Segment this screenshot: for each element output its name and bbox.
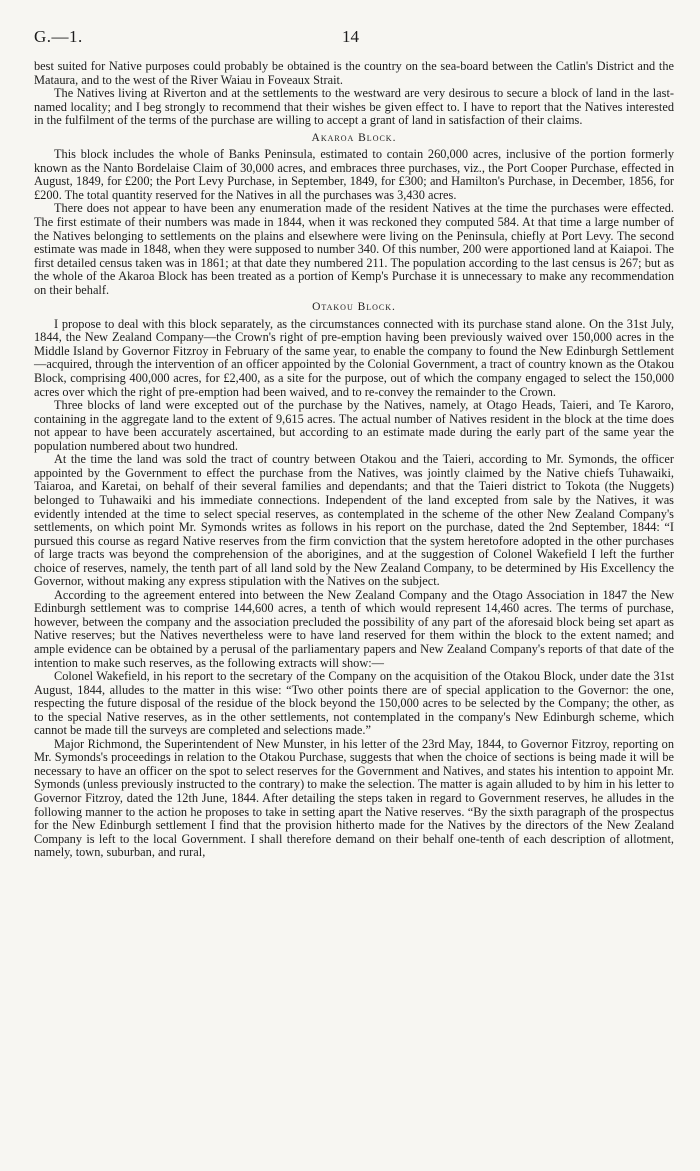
paragraph: There does not appear to have been any enumeration made of the resident Natives at the time the purchases were effected. The first estimate of their numbers was made in 1844, when it was reckoned they computed 584. At that time a large number of the Natives belonging to settlements on the plains and elsewhere were living on the Peninsula, chiefly at Port Levy. The second estimate was made in 1848, when they were supposed to number 340. Of this number, 200 were apportioned land at Kaiapoi. The first detailed census taken was in 1861; at that date they numbered 211. The population according to the last census is 267; but as the whole of the Akaroa Block has been treated as a portion of Kemp's Purchase it is unnecessary to make any recommendation on their behalf. — [34, 201, 674, 297]
section-heading-otakou-block: Otakou Block. — [312, 301, 396, 314]
paragraph: This block includes the whole of Banks Peninsula, estimated to contain 260,000 acres, inclusive of the portion formerly known as the Nanto Bordelaise Claim of 30,000 acres, and embraces three purchases, viz., the Port Cooper Purchase, effected in August, 1849, for £200; the Port Levy Purchase, in September, 1849, for £300; and Hamilton's Purchase, in December, 1856, for £200. The total quantity reserved for the Natives in all the purchases was 3,430 acres. — [34, 147, 674, 202]
paragraph: Three blocks of land were excepted out of the purchase by the Natives, namely, at Otago Heads, Taieri, and Te Karoro, containing in the aggregate land to the extent of 9,615 acres. The actual number of Natives resident in the block at the time does not appear to have been accurately ascertained, but according to an estimate made during the early part of the same year the population numbered about two hundred. — [34, 398, 674, 453]
paragraph: According to the agreement entered into between the New Zealand Company and the Otago Association in 1847 the New Edinburgh settlement was to comprise 144,600 acres, a tenth of which would represent 14,460 acres. The terms of purchase, however, between the company and the association precluded the possibility of any part of the aforesaid block being set apart as Native reserves; but the Natives nevertheless were to have land reserved for them within the block to the extent named; and ample evidence can be obtained by a perusal of the parliamentary papers and New Zealand Company's reports of that date of the intention to make such reserves, as the following extracts will show:— — [34, 587, 674, 670]
section-heading-akaroa-block: Akaroa Block. — [311, 131, 397, 144]
paragraph: Colonel Wakefield, in his report to the secretary of the Company on the acquisition of the Otakou Block, under date the 31st August, 1844, alludes to the matter in this wise: “Two other points there are of special application to the Governor: the one, respecting the future disposal of the residue of the block beyond the 150,000 acres to be selected by the Company; the other, as to the special Native reserves, as in the other settlements, not contemplated in the company's New Edinburgh scheme, which cannot be made till the surveys are completed and selections made.” — [34, 669, 674, 738]
page-number: 14 — [342, 27, 359, 46]
paragraph: The Natives living at Riverton and at the settlements to the westward are very desirous to secure a block of land in the last-named locality; and I beg strongly to recommend that their wishes be given effect to. I have to report that the Natives interested in the fulfilment of the terms of the purchase are willing to accept a grant of land in satisfaction of their claims. — [34, 86, 674, 128]
paragraph: Major Richmond, the Superintendent of New Munster, in his letter of the 23rd May, 1844, to Governor Fitzroy, reporting on Mr. Symonds's proceedings in relation to the Otakou Purchase, suggests that when the choice of sections is being made it will be necessary to have an officer on the spot to select reserves for the Government and Natives, and states his intention to appoint Mr. Symonds (unless previously instructed to the contrary) to make the selection. The matter is again alluded to by him in his letter to Governor Fitzroy, dated the 12th June, 1844. After detailing the steps taken in regard to Government reserves, he alludes in the following manner to the action he proposes to take in setting apart the Native reserves. “By the sixth paragraph of the prospectus for the New Edinburgh settlement I find that the provision hitherto made for the Natives by the directors of the New Zealand Company is left to the local Government. I shall therefore demand on their behalf one-tenth of each description of allotment, namely, town, suburban, and rural, — [34, 736, 674, 860]
paragraph: best suited for Native purposes could probably be obtained is the country on the sea-board between the Catlin's District and the Mataura, and to the west of the River Waiau in Foveaux Strait. — [34, 59, 674, 87]
paragraph: At the time the land was sold the tract of country between Otakou and the Taieri, according to Mr. Symonds, the officer appointed by the Government to effect the purchase from the Natives, was jointly claimed by the Native chiefs Tuhawaiki, Taiaroa, and Karetai, on behalf of their several families and dependants; and that the Taieri district to Tokota (the Nuggets) belonged to Tuhawaiki and his immediate connections. Independent of the land excepted from sale by the Natives, it was evidently intended at the time to select special reserves, as contemplated in the scheme of the other New Zealand Company's settlements, on which point Mr. Symonds writes as follows in his report on the purchase, dated the 2nd September, 1844: “I pursued this course as regard Native reserves from the firm conviction that the system heretofore adopted in the other purchases of large tracts was beyond the comprehension of the aborigines, and at the suggestion of Colonel Wakefield I left the further choice of reserves, namely, the tenth part of all land sold by the New Zealand Company, to be determined by His Excellency the Governor, without making any express stipulation with the Natives on the subject. — [34, 452, 674, 589]
document-reference: G.—1. — [34, 27, 83, 46]
paragraph: I propose to deal with this block separately, as the circumstances connected with its purchase stand alone. On the 31st July, 1844, the New Zealand Company—the Crown's right of pre-emption having been previously waived over 150,000 acres in the Middle Island by Governor Fitzroy in February of the same year, to enable the company to found the New Edinburgh Settlement—acquired, through the intervention of an officer appointed by the Colonial Government, a tract of country known as the Otakou Block, comprising 400,000 acres, for £2,400, as a site for the purpose, out of which the company engaged to select the 150,000 acres over which the right of pre-emption had been waived, and to re-convey the remainder to the Crown. — [34, 316, 674, 399]
document-body — [34, 60, 674, 860]
